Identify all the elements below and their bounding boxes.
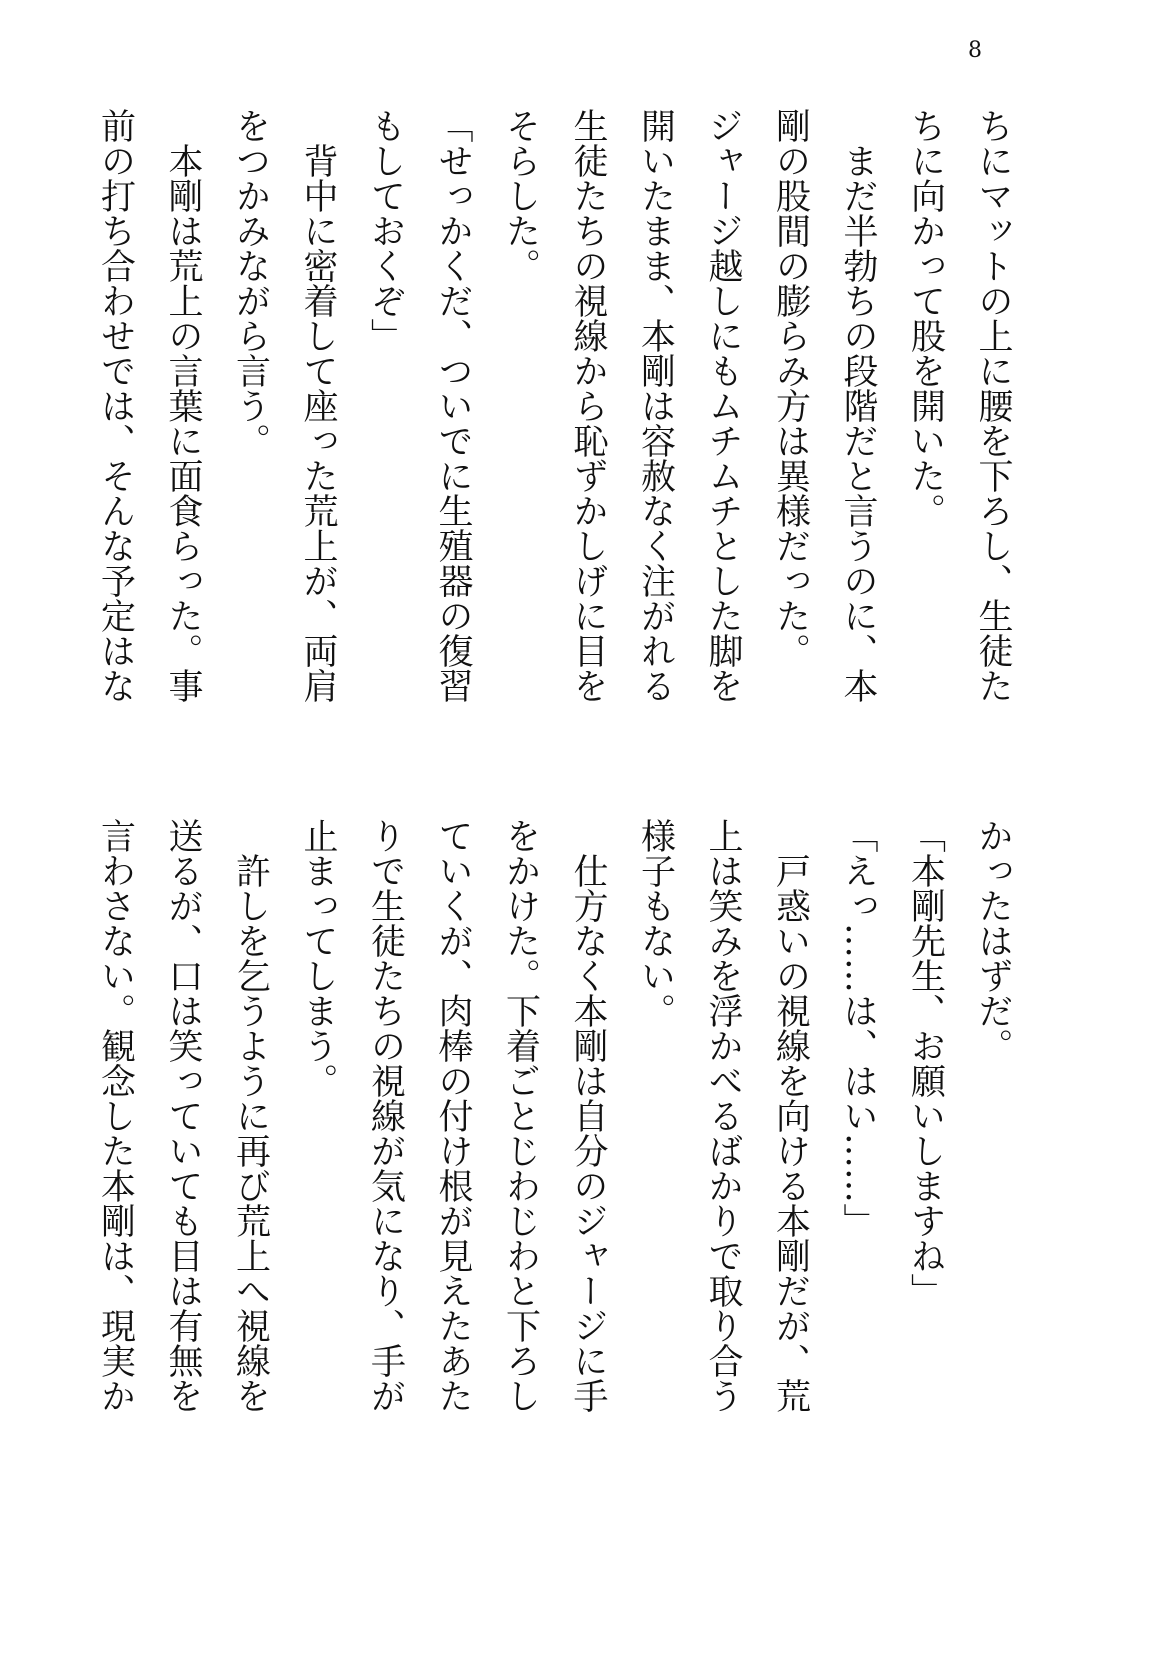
text-block-bottom xyxy=(81,818,1026,1468)
text-line: 前の打ち合わせでは、そんな予定はな xyxy=(95,108,136,703)
text-line: 様子もない。 xyxy=(635,818,676,1028)
text-line: 仕方なく本剛は自分のジャージに手 xyxy=(568,818,608,1413)
text-line: ジャージ越しにもムチムチとした脚を xyxy=(703,108,743,703)
text-line: かったはずだ。 xyxy=(973,818,1013,1063)
text-line: 生徒たちの視線から恥ずかしげに目を xyxy=(568,108,608,703)
text-line: 「本剛先生、お願いしますね」 xyxy=(905,818,946,1308)
text-line: もしておくぞ」 xyxy=(365,108,406,353)
text-line: をつかみながら言う。 xyxy=(230,108,271,458)
text-line: 戸惑いの視線を向ける本剛だが、荒 xyxy=(770,818,811,1413)
text-line: 剛の股間の膨らみ方は異様だった。 xyxy=(770,108,811,668)
text-line: ていくが、肉棒の付け根が見えたあた xyxy=(433,818,473,1413)
text-line: 「えっ……は、はい……」 xyxy=(838,818,878,1238)
page-number: 8 xyxy=(968,38,982,63)
text-block-top xyxy=(81,108,1026,758)
text-line: 上は笑みを浮かべるばかりで取り合う xyxy=(703,818,743,1413)
text-line: 言わさない。観念した本剛は、現実か xyxy=(95,818,136,1413)
text-line: 許しを乞うように再び荒上へ視線を xyxy=(230,818,271,1413)
text-line: 送るが、口は笑っていても目は有無を xyxy=(163,818,203,1413)
text-line: ちに向かって股を開いた。 xyxy=(905,108,946,528)
text-line: 本剛は荒上の言葉に面食らった。事 xyxy=(163,108,203,703)
text-line: まだ半勃ちの段階だと言うのに、本 xyxy=(838,108,878,703)
text-line: ちにマットの上に腰を下ろし、生徒た xyxy=(973,108,1013,703)
text-line: そらした。 xyxy=(500,108,541,283)
text-line: 背中に密着して座った荒上が、両肩 xyxy=(298,108,338,703)
text-line: をかけた。下着ごとじわじわと下ろし xyxy=(500,818,541,1413)
text-line: 「せっかくだ、ついでに生殖器の復習 xyxy=(433,108,473,703)
text-line: 開いたまま、本剛は容赦なく注がれる xyxy=(635,108,676,703)
text-line: りで生徒たちの視線が気になり、手が xyxy=(365,818,406,1413)
text-line: 止まってしまう。 xyxy=(298,818,338,1098)
